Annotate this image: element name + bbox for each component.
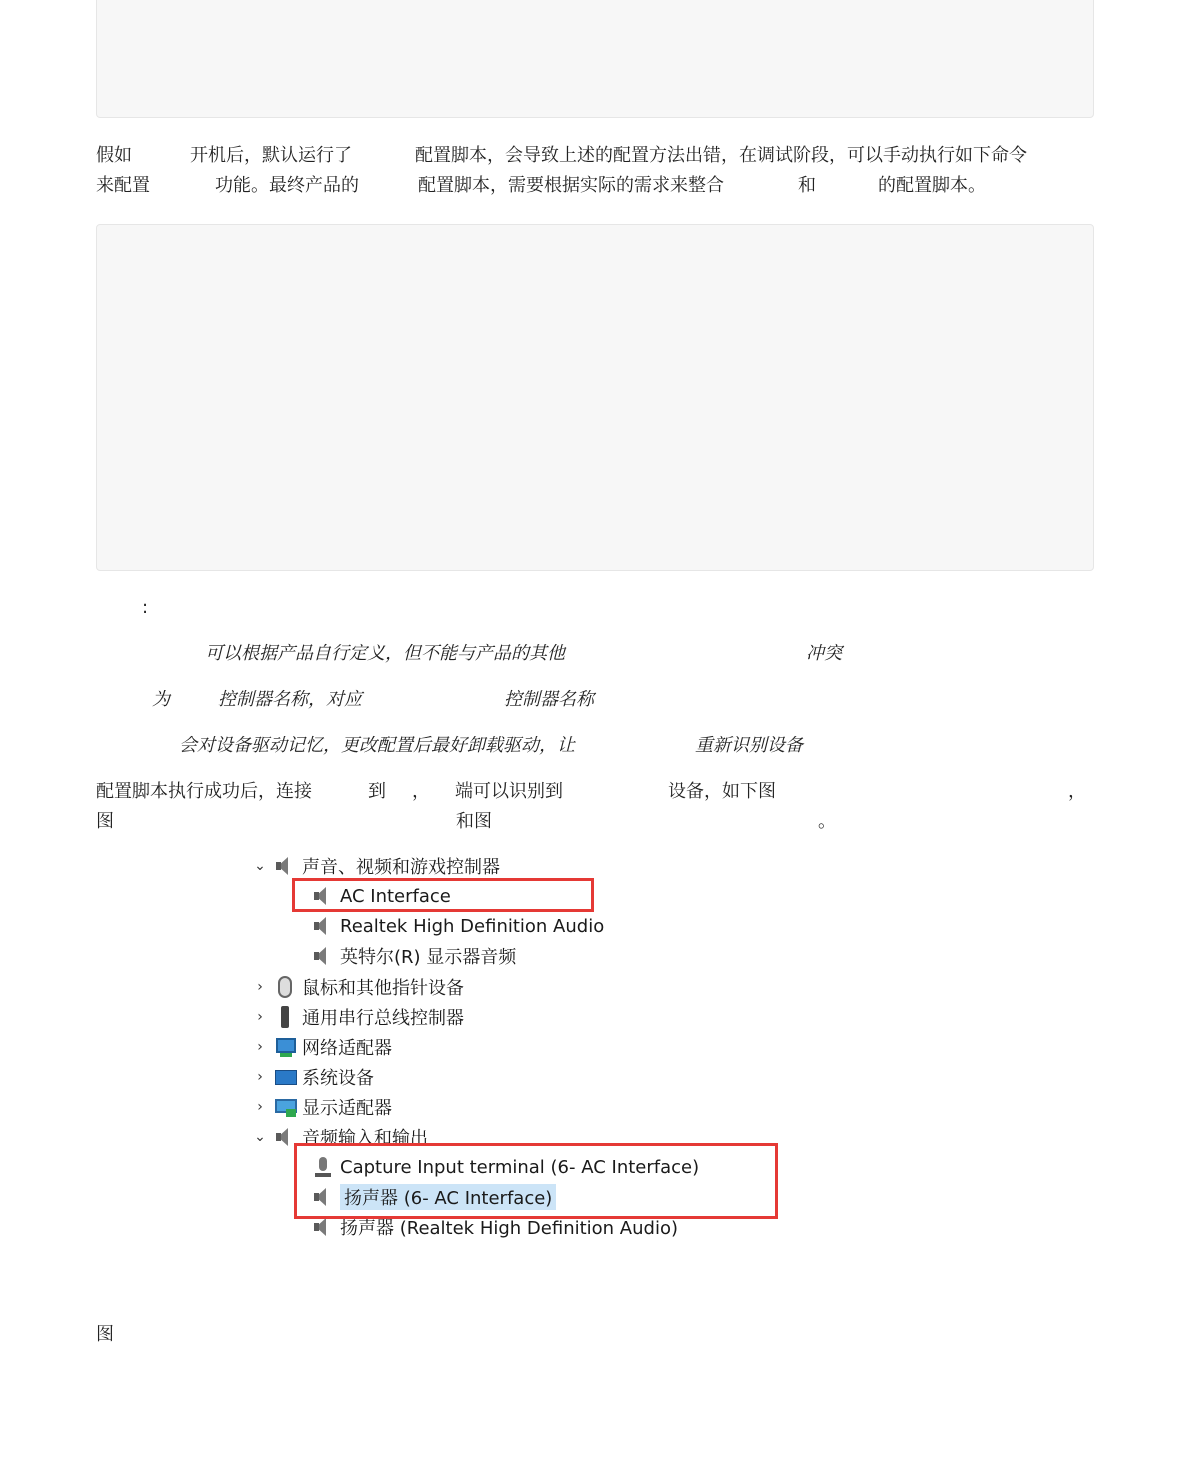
- speaker-icon: [312, 915, 334, 937]
- tree-group-network[interactable]: [250, 1032, 392, 1062]
- tree-group-display[interactable]: [250, 1092, 392, 1122]
- para2-text-9: 。: [818, 811, 836, 832]
- tree-item-intel-display-audio[interactable]: [308, 941, 516, 971]
- tree-item-label: 英特尔(R) 显示器音频: [340, 947, 517, 968]
- para1-text-1: 假如: [96, 145, 132, 166]
- code-block-commands: [96, 224, 1094, 571]
- para2-text-1: 配置脚本执行成功后，连接: [96, 781, 312, 802]
- para1-text-5: 功能。最终产品的: [215, 175, 359, 196]
- note-2-text-b: 控制器名称，对应: [218, 689, 362, 710]
- tree-item-label: Capture Input terminal (6- AC Interface): [340, 1156, 700, 1178]
- para2-text-4: 端可以识别到: [455, 781, 563, 802]
- tree-group-system[interactable]: [250, 1062, 374, 1092]
- speaker-icon: [274, 1126, 296, 1148]
- chevron-down-icon[interactable]: ⌄: [254, 1129, 266, 1145]
- note-3-text-b: 重新识别设备: [695, 735, 803, 756]
- tree-group-label: 音频输入和输出: [302, 1128, 428, 1149]
- note-2-text-a: 为: [152, 689, 170, 710]
- code-block-top: [96, 0, 1094, 118]
- para2-text-5: 设备，如下图: [668, 781, 776, 802]
- para1-text-6: 配置脚本，需要根据实际的需求来整合: [418, 175, 724, 196]
- para2-text-6: ，: [1068, 781, 1086, 802]
- note-1-text-b: 冲突: [806, 643, 842, 664]
- para1-text-8: 的配置脚本。: [878, 175, 986, 196]
- figure-caption: 图: [96, 1324, 114, 1345]
- chevron-right-icon[interactable]: ›: [257, 1039, 263, 1055]
- note-colon: :: [142, 597, 149, 618]
- chevron-down-icon[interactable]: ⌄: [254, 858, 266, 874]
- speaker-icon: [274, 855, 296, 877]
- tree-item-label-selected: 扬声器 (6- AC Interface): [340, 1184, 556, 1210]
- usb-icon: [274, 1006, 296, 1028]
- display-adapter-icon: [274, 1096, 296, 1118]
- para2-text-2: 到: [368, 781, 386, 802]
- chevron-right-icon[interactable]: ›: [257, 1069, 263, 1085]
- tree-group-label: 显示适配器: [302, 1098, 392, 1119]
- tree-item-label: Realtek High Definition Audio: [340, 915, 605, 937]
- tree-group-sound[interactable]: [250, 851, 500, 881]
- chevron-right-icon[interactable]: ›: [257, 1009, 263, 1025]
- highlight-box-audio-io: [294, 1143, 778, 1219]
- chevron-right-icon[interactable]: ›: [257, 1099, 263, 1115]
- tree-group-label: 通用串行总线控制器: [302, 1008, 464, 1029]
- para2-text-3: ，: [412, 781, 430, 802]
- tree-group-mouse[interactable]: [250, 972, 464, 1002]
- tree-group-usb[interactable]: [250, 1002, 464, 1032]
- highlight-box-ac-interface: [292, 878, 594, 912]
- para2-text-8: 和图: [456, 811, 492, 832]
- tree-item-realtek[interactable]: [308, 911, 604, 941]
- note-2-text-c: 控制器名称: [504, 689, 594, 710]
- tree-item-label: 扬声器 (Realtek High Definition Audio): [340, 1218, 678, 1239]
- chevron-right-icon[interactable]: ›: [257, 979, 263, 995]
- network-adapter-icon: [274, 1036, 296, 1058]
- tree-group-label: 系统设备: [302, 1068, 374, 1089]
- tree-group-label: 网络适配器: [302, 1038, 392, 1059]
- tree-item-label: AC Interface: [340, 885, 451, 907]
- speaker-icon: [312, 1216, 334, 1238]
- device-manager-screenshot: [250, 848, 790, 1248]
- system-device-icon: [274, 1066, 296, 1088]
- para1-text-4: 来配置: [96, 175, 150, 196]
- note-3-text-a: 会对设备驱动记忆，更改配置后最好卸载驱动，让: [179, 735, 575, 756]
- para1-text-3: 配置脚本，会导致上述的配置方法出错，在调试阶段，可以手动执行如下命令: [415, 145, 1027, 166]
- note-1-text-a: 可以根据产品自行定义，但不能与产品的其他: [205, 643, 565, 664]
- para1-text-2: 开机后，默认运行了: [190, 145, 352, 166]
- speaker-icon: [312, 945, 334, 967]
- para1-text-7: 和: [798, 175, 816, 196]
- tree-group-label: 声音、视频和游戏控制器: [302, 857, 500, 878]
- tree-group-label: 鼠标和其他指针设备: [302, 978, 464, 999]
- mouse-icon: [274, 976, 296, 998]
- para2-text-7: 图: [96, 811, 114, 832]
